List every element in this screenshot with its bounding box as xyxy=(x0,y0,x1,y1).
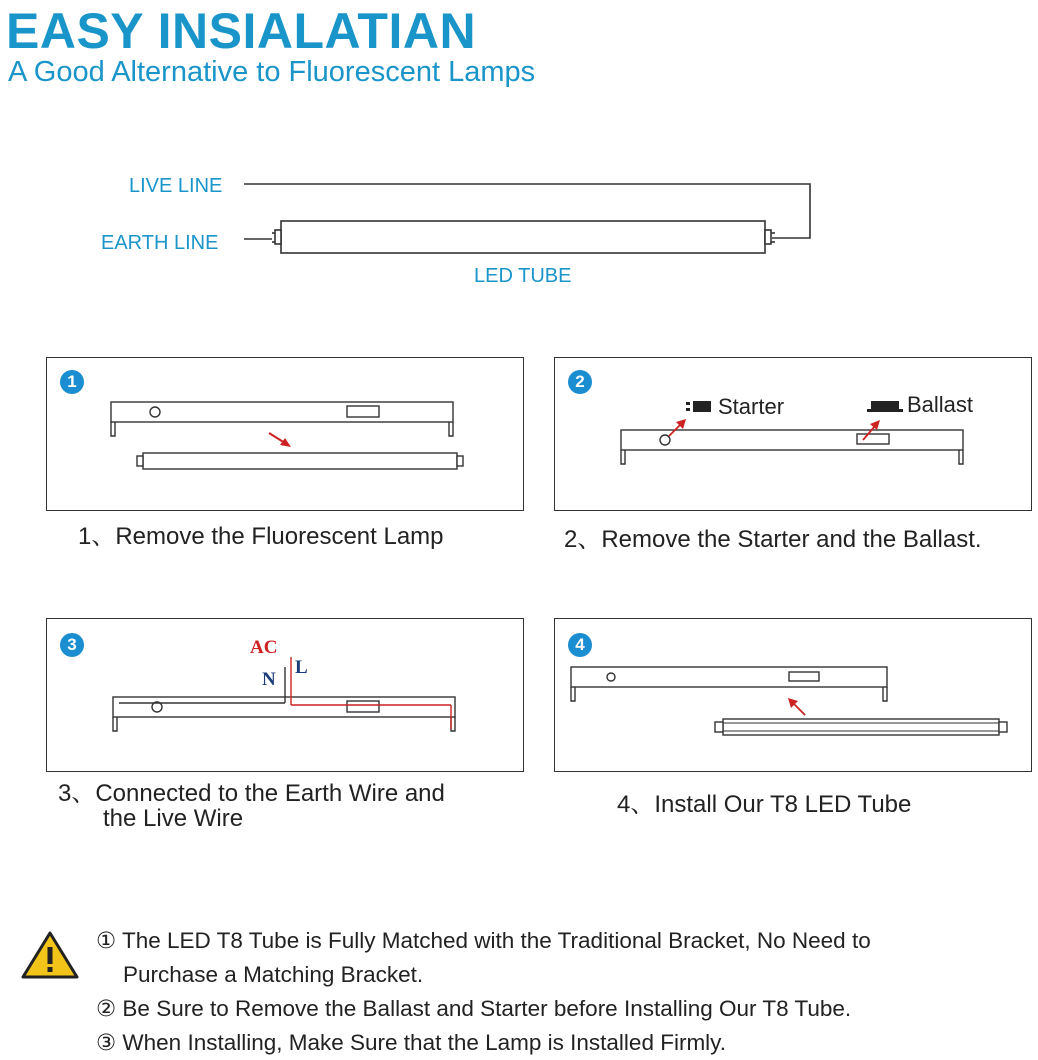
note-3: ③ When Installing, Make Sure that the Lamp is Installed Firmly. xyxy=(96,1030,727,1055)
step-3-caption-line1: 3、Connected to the Earth Wire and xyxy=(58,780,445,807)
note-1-line2: Purchase a Matching Bracket. xyxy=(123,962,424,987)
step-3-badge: 3 xyxy=(60,633,84,657)
step-3-caption-line2: the Live Wire xyxy=(103,805,244,832)
note-2: ② Be Sure to Remove the Ballast and Starter before Installing Our T8 Tube. xyxy=(96,996,852,1021)
live-line-label: LIVE LINE xyxy=(129,175,223,197)
step-2-badge: 2 xyxy=(568,370,592,394)
step-1-illustration xyxy=(47,358,523,510)
led-tube-label: LED TUBE xyxy=(474,265,572,287)
page-subtitle: A Good Alternative to Fluorescent Lamps xyxy=(8,56,536,88)
step-1-panel xyxy=(46,357,524,511)
starter-label: Starter xyxy=(718,394,785,419)
neutral-label: N xyxy=(262,669,276,690)
step-1-badge: 1 xyxy=(60,370,84,394)
wiring-diagram xyxy=(0,0,1038,300)
step-2-illustration xyxy=(555,358,1031,510)
starter-component xyxy=(693,401,711,412)
step-4-badge: 4 xyxy=(568,633,592,657)
step-2-panel xyxy=(554,357,1032,511)
live-label: L xyxy=(295,657,308,678)
step-4-illustration xyxy=(555,619,1031,771)
ac-label: AC xyxy=(250,637,278,658)
note-1-line1: ① The LED T8 Tube is Fully Matched with the Traditional Bracket, No Need to xyxy=(96,928,871,953)
step-4-panel xyxy=(554,618,1032,772)
step-1-caption: 1、Remove the Fluorescent Lamp xyxy=(78,523,444,550)
earth-line-label: EARTH LINE xyxy=(101,232,219,254)
step-3-panel xyxy=(46,618,524,772)
page-title: EASY INSIALATIAN xyxy=(6,3,477,59)
warning-icon xyxy=(20,930,80,980)
step-3-illustration xyxy=(47,619,523,771)
ballast-label: Ballast xyxy=(907,392,974,417)
step-2-caption: 2、Remove the Starter and the Ballast. xyxy=(564,526,982,553)
step-4-caption: 4、Install Our T8 LED Tube xyxy=(617,791,912,818)
